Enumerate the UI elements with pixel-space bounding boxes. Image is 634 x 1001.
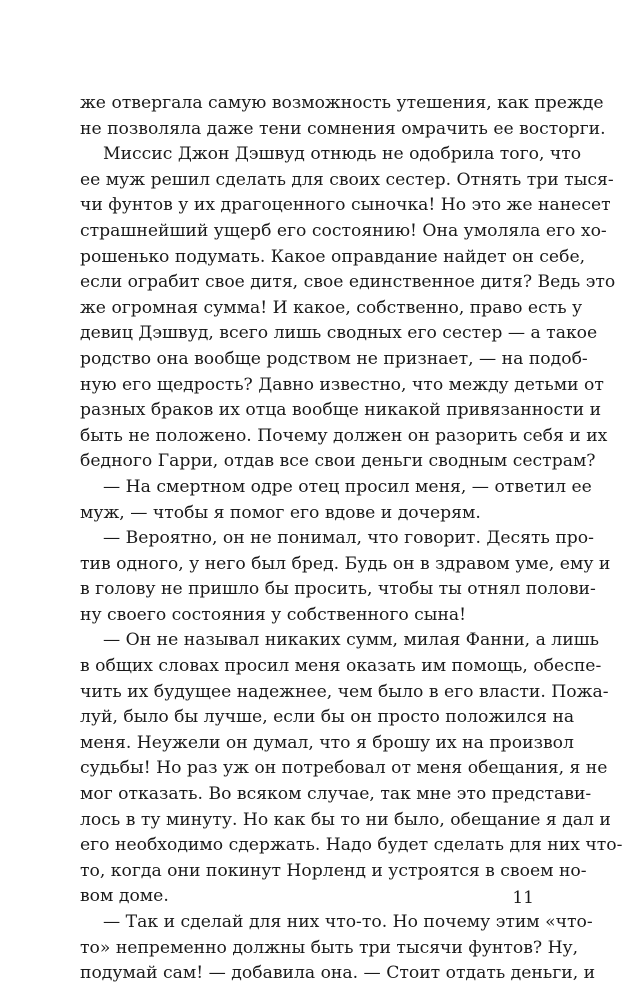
text-line: ную его щедрость? Давно известно, что между детьми от: [80, 374, 604, 395]
text-line: девиц Дэшвуд, всего лишь сводных его сестер — а такое: [80, 323, 598, 344]
text-line: рошенько подумать. Какое оправдание найдет он себе,: [80, 246, 586, 267]
text-line: мог отказать. Во всяком случае, так мне это представи-: [80, 784, 592, 805]
text-line: в голову не пришло бы просить, чтобы ты отнял полови-: [80, 579, 596, 600]
text-line: же огромная сумма! И какое, собственно, право есть у: [80, 297, 583, 318]
text-line: не позволяла даже тени сомнения омрачить ее восторги.: [80, 118, 606, 139]
text-line: если ограбит свое дитя, свое единственное дитя? Ведь это: [80, 272, 616, 293]
text-line: ее муж решил сделать для своих сестер. Отнять три тыся-: [80, 169, 614, 190]
text-line: ну своего состояния у собственного сына!: [80, 604, 467, 625]
text-line: муж, — чтобы я помог его вдове и дочерям.: [80, 502, 481, 523]
text-line: то» непременно должны быть три тысячи фунтов? Ну,: [80, 937, 579, 958]
text-line: — На смертном одре отец просил меня, — ответил ее: [103, 476, 592, 497]
text-line: чи фунтов у их драгоценного сыночка! Но это же нанесет: [80, 195, 611, 216]
body-text: [80, 91, 623, 987]
text-line: лось в ту минуту. Но как бы то ни было, обещание я дал и: [80, 809, 611, 830]
text-line: вом доме.: [80, 886, 169, 907]
text-line: тив одного, у него был бред. Будь он в здравом уме, ему и: [80, 553, 611, 574]
text-line: разных браков их отца вообще никакой привязанности и: [80, 400, 602, 421]
text-line: быть не положено. Почему должен он разорить себя и их: [80, 425, 608, 446]
text-line: — Он не называл никаких сумм, милая Фанни, а лишь: [103, 630, 599, 651]
text-line: родство она вообще родством не признает, — на подоб-: [80, 348, 588, 369]
text-line: в общих словах просил меня оказать им помощь, обеспе-: [80, 656, 602, 677]
text-line: то, когда они покинут Норленд и устроятся в своем но-: [80, 860, 587, 881]
text-line: страшнейший ущерб его состоянию! Она умоляла его хо-: [80, 220, 607, 241]
text-line: — Так и сделай для них что-то. Но почему этим «что-: [103, 912, 593, 932]
text-line: Миссис Джон Дэшвуд отнюдь не одобрила того, что: [103, 144, 582, 165]
text-line: меня. Неужели он думал, что я брошу их на произвол: [80, 732, 574, 753]
text-line: его необходимо сдержать. Надо будет сделать для них что-: [80, 835, 623, 856]
page-number: 11: [512, 888, 534, 908]
text-line: чить их будущее надежнее, чем было в его власти. Пожа-: [80, 681, 609, 702]
text-line: бедного Гарри, отдав все свои деньги сводным сестрам?: [80, 451, 596, 472]
text-line: же отвергала самую возможность утешения, как прежде: [80, 93, 604, 113]
text-line: луй, было бы лучше, если бы он просто положился на: [80, 707, 575, 728]
text-line: подумай сам! — добавила она. — Стоит отдать деньги, и: [80, 963, 596, 984]
text-line: судьбы! Но раз уж он потребовал от меня обещания, я не: [80, 758, 608, 779]
text-line: — Вероятно, он не понимал, что говорит. Десять про-: [103, 528, 594, 549]
